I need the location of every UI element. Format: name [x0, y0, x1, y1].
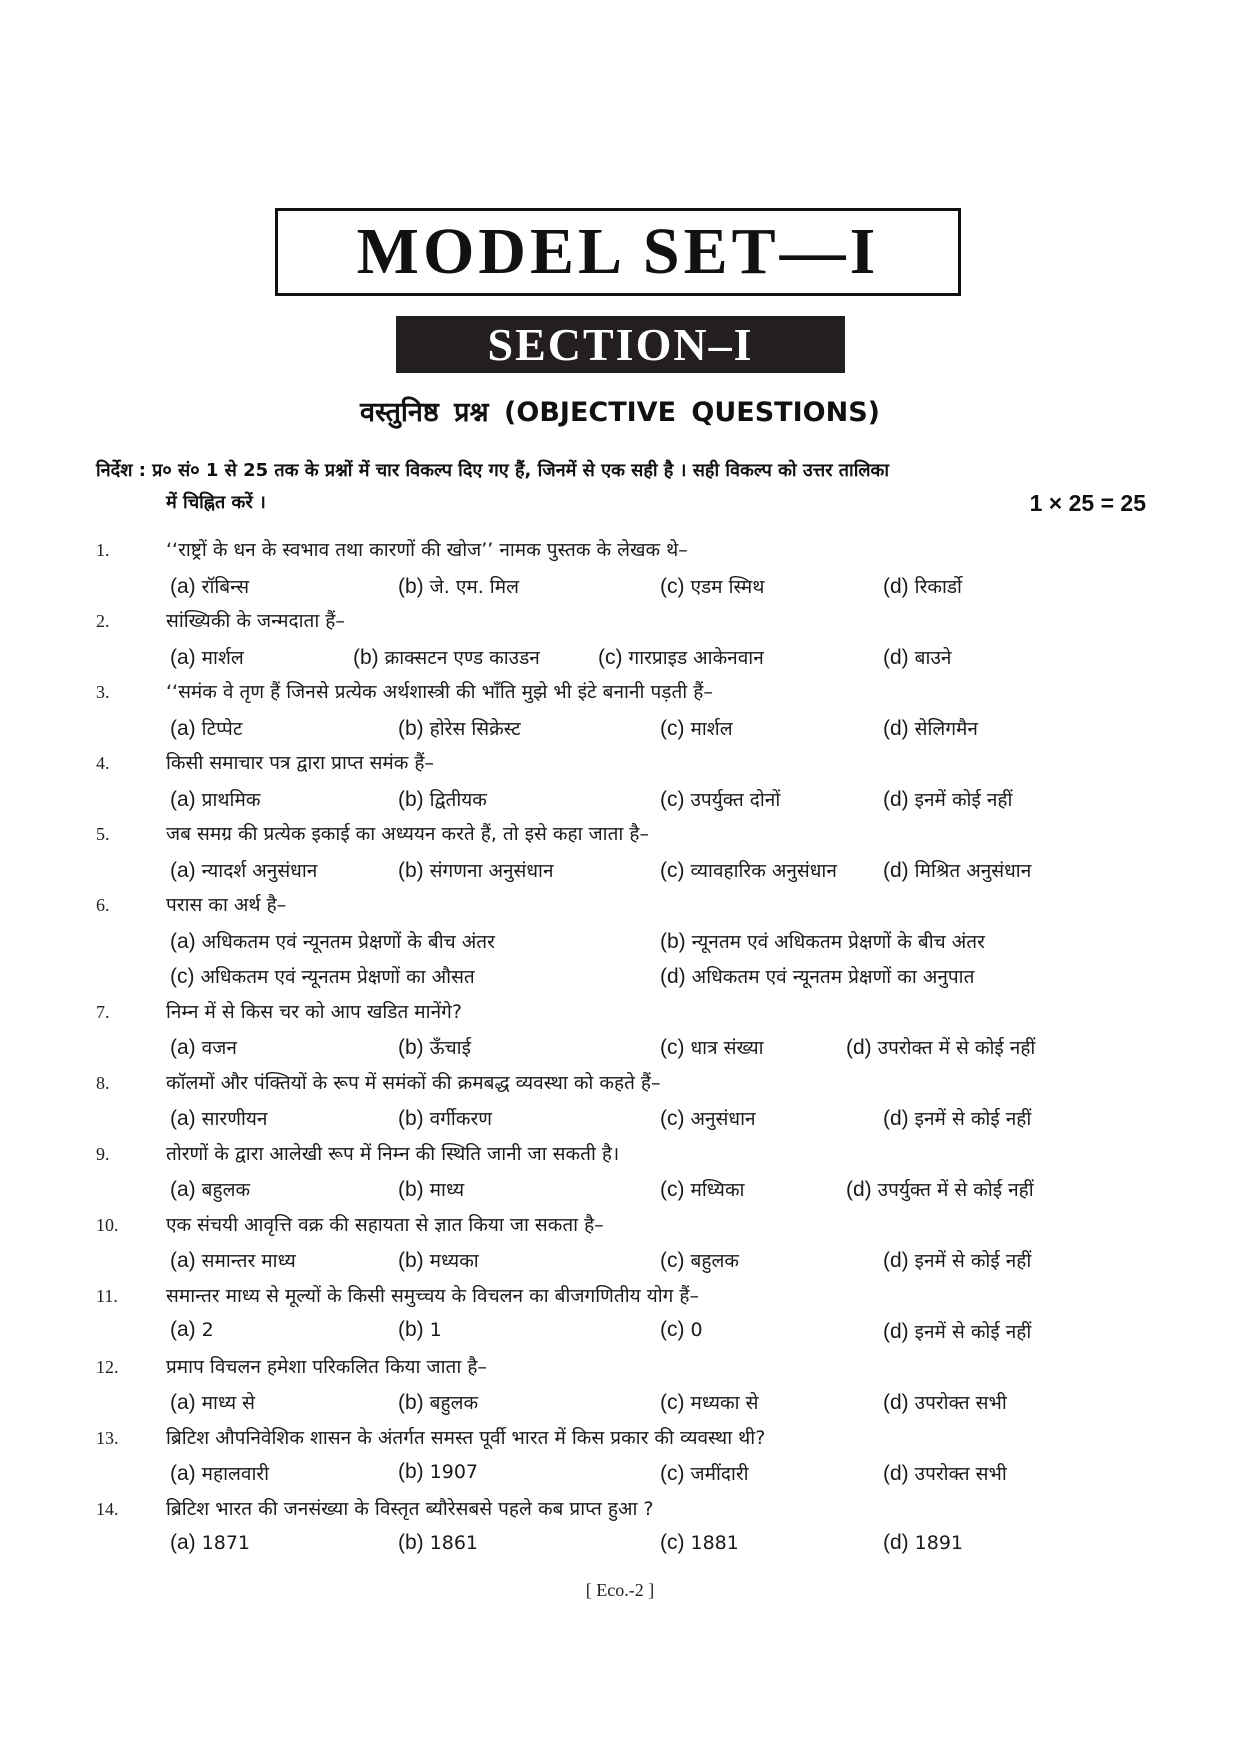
option-text: सेलिगमैन	[914, 717, 978, 740]
question-number: 14.	[96, 1498, 119, 1519]
question-number: 5.	[96, 824, 110, 844]
option-text: उपरोक्त सभी	[914, 1392, 1007, 1414]
option-label: (d)	[883, 1249, 909, 1272]
option-text: वजन	[201, 1037, 237, 1059]
question-line	[0, 1280, 1240, 1316]
options-line	[0, 925, 1240, 961]
option-text: मार्शल	[690, 717, 733, 740]
option-label: (d)	[883, 716, 909, 740]
question-number: 8.	[96, 1072, 110, 1093]
question-line	[0, 889, 1240, 925]
option-label: (d)	[883, 645, 909, 669]
question-text: जब समग्र की प्रत्येक इकाई का अध्ययन करते हैं, तो इसे कहा जाता है–	[166, 823, 649, 845]
option-label: (c)	[660, 574, 685, 598]
question-number: 2.	[96, 611, 110, 631]
option-text: वर्गीकरण	[429, 1108, 492, 1130]
option-label: (c)	[660, 1178, 685, 1201]
option	[660, 1389, 758, 1415]
option-text: ऊँचाई	[429, 1037, 471, 1059]
option-text: बहुलक	[690, 1250, 739, 1272]
option-label: (b)	[398, 1036, 424, 1059]
option-label: (c)	[170, 965, 195, 988]
option	[883, 644, 951, 670]
option	[398, 1531, 478, 1555]
option	[170, 857, 317, 883]
option	[398, 1034, 471, 1060]
question-number: 6.	[96, 895, 110, 915]
option-text: सारणीयन	[201, 1108, 268, 1130]
option	[660, 573, 764, 599]
question-number: 7.	[96, 1001, 110, 1022]
option-text: गारप्राइड आकेनवान	[628, 646, 764, 669]
option-label: (a)	[170, 1391, 196, 1414]
option-label: (a)	[170, 1462, 196, 1485]
options-line	[0, 1457, 1240, 1493]
option-label: (c)	[660, 1391, 685, 1414]
option-text: बाउने	[914, 646, 952, 669]
option	[398, 786, 487, 812]
option-text: जे. एम. मिल	[429, 575, 519, 598]
question-number: 10.	[96, 1214, 119, 1235]
option	[883, 573, 962, 599]
option-label: (d)	[883, 574, 909, 598]
option-text: बहुलक	[201, 1179, 251, 1201]
option	[170, 644, 244, 670]
option	[398, 1389, 478, 1415]
option-text: अधिकतम एवं न्यूनतम प्रेक्षणों का अनुपात	[691, 966, 975, 988]
option-label: (b)	[398, 716, 424, 740]
option-label: (c)	[660, 1107, 685, 1130]
option	[660, 715, 733, 741]
option-label: (b)	[398, 1531, 424, 1554]
option	[883, 1247, 1031, 1273]
option-text: संगणना अनुसंधान	[429, 859, 554, 882]
options-line	[0, 1386, 1240, 1422]
question-number: 1.	[96, 540, 110, 560]
option-text: रॉबिन्स	[201, 575, 250, 598]
model-set-title-box	[275, 208, 961, 296]
option	[170, 1531, 250, 1555]
option-text: इनमें से कोई नहीं	[914, 1108, 1032, 1130]
option-label: (c)	[660, 858, 685, 882]
option	[660, 928, 985, 954]
question-line	[0, 996, 1240, 1032]
option	[170, 1105, 267, 1131]
option	[660, 1247, 739, 1273]
option-text: होरेस सिक्रेस्ट	[429, 717, 521, 740]
option-label: (a)	[170, 1531, 196, 1554]
question-line	[0, 1138, 1240, 1174]
option-text: न्यादर्श अनुसंधान	[201, 859, 318, 882]
option-label: (b)	[398, 1391, 424, 1414]
option-text: 1907	[429, 1461, 479, 1483]
option	[398, 1318, 442, 1342]
question-line	[0, 1209, 1240, 1245]
instructions	[96, 455, 1146, 519]
option-text: उपर्युक्त में से कोई नहीं	[877, 1179, 1034, 1201]
question-number: 11.	[96, 1285, 118, 1306]
option	[170, 786, 260, 812]
option	[170, 573, 249, 599]
option-text: क्राक्सटन एण्ड काउडन	[384, 646, 540, 669]
option-text: 1871	[201, 1532, 251, 1554]
option-label: (d)	[883, 1391, 909, 1414]
option	[660, 857, 837, 883]
question-text: कॉलमों और पंक्तियों के रूप में समंकों की क्रमबद्ध व्यवस्था को कहते हैं–	[166, 1071, 661, 1094]
option	[598, 644, 764, 670]
objective-questions-heading: वस्तुनिष्ठ प्रश्न (OBJECTIVE QUESTIONS)	[360, 397, 880, 428]
option	[660, 786, 780, 812]
option-label: (d)	[883, 1320, 909, 1343]
instruction-line-2-row	[96, 487, 1146, 519]
option	[883, 857, 1031, 883]
option	[660, 1460, 749, 1486]
option-text: उपरोक्त सभी	[914, 1463, 1007, 1485]
option-text: अधिकतम एवं न्यूनतम प्रेक्षणों के बीच अंतर	[201, 930, 495, 953]
option-label: (b)	[398, 1460, 424, 1483]
option-text: उपर्युक्त दोनों	[690, 788, 781, 811]
option	[846, 1034, 1035, 1060]
section-banner	[396, 316, 845, 373]
options-line	[0, 570, 1240, 606]
option-text: उपरोक्त में से कोई नहीं	[877, 1037, 1036, 1059]
options-line	[0, 960, 1240, 996]
option-text: बहुलक	[429, 1392, 479, 1414]
question-number: 13.	[96, 1427, 119, 1448]
instruction-line-1: निर्देश : प्र० सं० 1 से 25 तक के प्रश्नों में चार विकल्प दिए गए हैं, जिनमें से एक सही है । सही विकल्प को उत्तर तालिका	[96, 460, 890, 481]
option-text: मध्यका	[429, 1250, 479, 1272]
option-label: (a)	[170, 1107, 196, 1130]
options-line	[0, 783, 1240, 819]
options-line	[0, 1244, 1240, 1280]
question-text: सांख्यिकी के जन्मदाता हैं–	[166, 610, 345, 632]
option-label: (a)	[170, 1318, 196, 1341]
option-label: (b)	[353, 645, 379, 669]
question-text: प्रमाप विचलन हमेशा परिकलित किया जाता है–	[166, 1355, 487, 1378]
options-line	[0, 1315, 1240, 1351]
question-line	[0, 1422, 1240, 1458]
option-label: (b)	[398, 1107, 424, 1130]
option-text: व्यावहारिक अनुसंधान	[690, 859, 837, 882]
option-text: इनमें से कोई नहीं	[914, 1321, 1032, 1343]
option-text: मध्यिका	[690, 1179, 745, 1201]
option	[660, 1105, 756, 1131]
option	[398, 573, 519, 599]
option-label: (b)	[398, 1318, 424, 1341]
question-text: समान्तर माध्य से मूल्यों के किसी समुच्चय के विचलन का बीजगणितीय योग हैं–	[166, 1284, 699, 1307]
option-text: इनमें से कोई नहीं	[914, 1250, 1032, 1272]
option-text: अनुसंधान	[690, 1108, 756, 1130]
option	[170, 963, 475, 989]
option-text: अधिकतम एवं न्यूनतम प्रेक्षणों का औसत	[200, 966, 475, 988]
question-list	[0, 534, 1240, 1564]
option	[170, 1034, 237, 1060]
question-text: ब्रिटिश भारत की जनसंख्या के विस्तृत ब्यौरेसबसे पहले कब प्राप्त हुआ ?	[166, 1497, 654, 1520]
question-number: 3.	[96, 682, 110, 702]
option-text: 1861	[429, 1532, 479, 1554]
option	[883, 1389, 1007, 1415]
question-text: निम्न में से किस चर को आप खडित मानेंगे?	[166, 1000, 462, 1023]
option	[660, 1531, 739, 1555]
option-label: (a)	[170, 929, 196, 953]
option-label: (c)	[660, 1462, 685, 1485]
option	[883, 715, 978, 741]
option-label: (d)	[883, 1462, 909, 1485]
option	[883, 1318, 1031, 1344]
option-label: (c)	[660, 1531, 685, 1554]
question-text: ब्रिटिश औपनिवेशिक शासन के अंतर्गत समस्त पूर्वी भारत में किस प्रकार की व्यवस्था थी?	[166, 1426, 766, 1449]
option	[398, 715, 521, 741]
option-label: (a)	[170, 858, 196, 882]
option-text: मध्यका से	[690, 1392, 759, 1414]
option-text: महालवारी	[201, 1463, 270, 1485]
option-label: (d)	[846, 1178, 872, 1201]
option-text: धात्र संख्या	[690, 1037, 764, 1059]
option-label: (a)	[170, 716, 196, 740]
option	[170, 1247, 296, 1273]
question-line	[0, 676, 1240, 712]
option-text: रिकार्डो	[914, 575, 962, 598]
option-label: (a)	[170, 645, 196, 669]
option-label: (a)	[170, 787, 196, 811]
question-text: एक संचयी आवृत्ति वक्र की सहायता से ज्ञात किया जा सकता है–	[166, 1213, 604, 1236]
option-text: मार्शल	[201, 646, 244, 669]
option-text: इनमें कोई नहीं	[914, 788, 1013, 811]
option-text: 1891	[914, 1532, 964, 1554]
option-text: जमींदारी	[690, 1463, 749, 1485]
option	[883, 1531, 963, 1555]
option	[170, 1460, 269, 1486]
question-line	[0, 534, 1240, 570]
option-label: (c)	[598, 645, 623, 669]
option	[660, 1034, 764, 1060]
option-label: (d)	[883, 858, 909, 882]
question-number: 4.	[96, 753, 110, 773]
question-line	[0, 1351, 1240, 1387]
option-label: (b)	[398, 1178, 424, 1201]
option	[883, 1105, 1031, 1131]
question-text: ‘‘राष्ट्रों के धन के स्वभाव तथा कारणों की खोज’’ नामक पुस्तक के लेखक थे–	[166, 539, 688, 561]
option-label: (c)	[660, 1036, 685, 1059]
question-text: तोरणों के द्वारा आलेखी रूप में निम्न की स्थिति जानी जा सकती है।	[166, 1142, 620, 1165]
section-title: SECTION–I	[487, 318, 754, 370]
option-label: (d)	[883, 1107, 909, 1130]
question-line	[0, 747, 1240, 783]
option	[170, 1389, 255, 1415]
option	[883, 1460, 1007, 1486]
options-line	[0, 1031, 1240, 1067]
marks-formula: 1 × 25 = 25	[1029, 490, 1146, 516]
option-label: (b)	[398, 1249, 424, 1272]
option-label: (b)	[398, 858, 424, 882]
question-number: 12.	[96, 1356, 119, 1377]
question-text: किसी समाचार पत्र द्वारा प्राप्त समंक हैं–	[166, 752, 435, 774]
option-text: 0	[690, 1319, 703, 1341]
option	[170, 1176, 250, 1202]
option-text: एडम स्मिथ	[690, 575, 765, 598]
options-line	[0, 1102, 1240, 1138]
option-label: (b)	[398, 574, 424, 598]
option	[398, 1247, 479, 1273]
option	[660, 963, 974, 989]
option-text: प्राथमिक	[201, 788, 261, 811]
option	[883, 786, 1012, 812]
question-text: ‘‘समंक वे तृण हैं जिनसे प्रत्येक अर्थशास्त्री की भाँति मुझे भी इंटे बनानी पड़ती हैं–	[166, 681, 713, 703]
option-label: (a)	[170, 574, 196, 598]
option	[398, 1460, 478, 1484]
option	[170, 928, 495, 954]
option-label: (c)	[660, 787, 685, 811]
page-footer: [ Eco.-2 ]	[585, 1580, 655, 1600]
option-label: (a)	[170, 1036, 196, 1059]
question-text: परास का अर्थ है–	[166, 894, 287, 916]
option-label: (a)	[170, 1249, 196, 1272]
option-label: (c)	[660, 1318, 685, 1341]
option-text: 1881	[690, 1532, 739, 1554]
instruction-line-2: में चिह्नित करें ।	[166, 492, 266, 513]
option-text: समान्तर माध्य	[201, 1250, 296, 1272]
options-line	[0, 641, 1240, 677]
option-text: टिप्पेट	[201, 717, 243, 740]
option	[170, 715, 242, 741]
option-text: माध्य से	[201, 1392, 256, 1414]
option	[398, 1176, 464, 1202]
question-line	[0, 1067, 1240, 1103]
option	[660, 1176, 744, 1202]
option	[398, 1105, 492, 1131]
question-number: 9.	[96, 1143, 110, 1164]
option-label: (d)	[883, 1531, 909, 1554]
option-label: (d)	[883, 787, 909, 811]
question-line	[0, 818, 1240, 854]
question-line	[0, 1493, 1240, 1529]
option-label: (b)	[660, 929, 686, 953]
option-text: 2	[201, 1319, 214, 1341]
option-text: 1	[429, 1319, 442, 1341]
option-label: (c)	[660, 716, 685, 740]
option	[660, 1318, 703, 1342]
option	[398, 857, 554, 883]
option-label: (d)	[846, 1036, 872, 1059]
option-text: मिश्रित अनुसंधान	[914, 859, 1032, 882]
options-line	[0, 1173, 1240, 1209]
option-text: न्यूनतम एवं अधिकतम प्रेक्षणों के बीच अंतर	[691, 930, 985, 953]
question-line	[0, 605, 1240, 641]
option-text: माध्य	[429, 1179, 465, 1201]
option	[846, 1176, 1034, 1202]
option	[353, 644, 540, 670]
options-line	[0, 712, 1240, 748]
option-label: (a)	[170, 1178, 196, 1201]
option-label: (c)	[660, 1249, 685, 1272]
option-label: (b)	[398, 787, 424, 811]
options-line	[0, 854, 1240, 890]
option	[170, 1318, 214, 1342]
option-text: द्वितीयक	[429, 788, 487, 811]
page-title: MODEL SET—I	[356, 215, 880, 288]
option-label: (d)	[660, 965, 686, 988]
options-line	[0, 1528, 1240, 1564]
